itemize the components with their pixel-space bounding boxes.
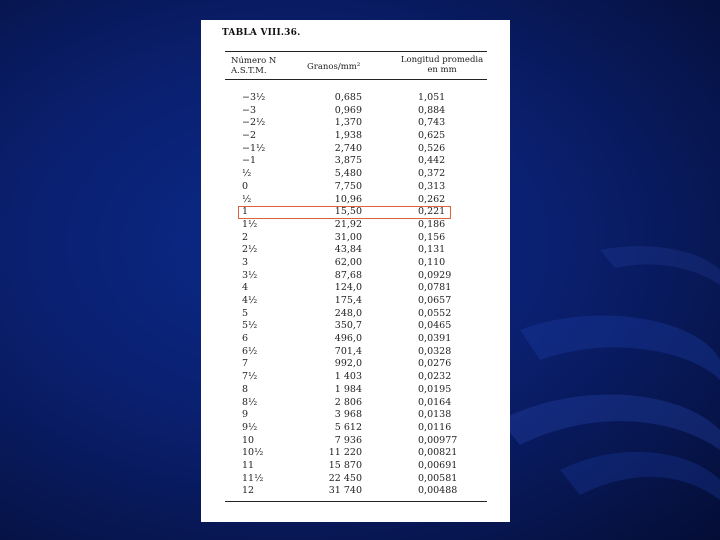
cell-numero-astm: ½ (242, 193, 252, 205)
table-row (201, 105, 510, 118)
cell-granos: 3 968 (334, 409, 362, 421)
cell-longitud: 0,884 (418, 104, 446, 116)
table-row (201, 409, 510, 422)
cell-numero-astm: 10½ (242, 447, 264, 459)
cell-numero-astm: 5 (242, 307, 249, 319)
cell-longitud: 0,526 (418, 142, 446, 154)
cell-numero-astm: ½ (242, 168, 252, 180)
table-row (201, 194, 510, 207)
cell-numero-astm: 6 (242, 333, 249, 345)
table-row (201, 282, 510, 295)
cell-numero-astm: 6½ (242, 345, 258, 357)
cell-granos: 31 740 (328, 485, 362, 497)
header-longitud-line1: Longitud promedia (400, 55, 484, 65)
cell-numero-astm: 7½ (242, 371, 258, 383)
table-row (201, 308, 510, 321)
cell-longitud: 0,313 (418, 180, 446, 192)
cell-longitud: 0,0465 (418, 320, 452, 332)
cell-longitud: 0,0164 (418, 396, 452, 408)
cell-longitud: 0,625 (418, 130, 446, 142)
table-row (201, 168, 510, 181)
cell-longitud: 0,442 (418, 155, 446, 167)
header-numero-line1: Número N (231, 56, 277, 66)
table-title: TABLA VIII.36. (222, 28, 301, 38)
cell-granos: 7,750 (334, 180, 362, 192)
cell-longitud: 0,0195 (418, 383, 452, 395)
cell-numero-astm: 0 (242, 180, 249, 192)
cell-longitud: 0,0781 (418, 282, 452, 294)
cell-granos: 22 450 (328, 472, 362, 484)
cell-longitud: 0,156 (418, 231, 446, 243)
cell-granos: 7 936 (334, 434, 362, 446)
table-row (201, 333, 510, 346)
cell-granos: 350,7 (334, 320, 362, 332)
cell-numero-astm: 8 (242, 383, 249, 395)
header-numero-astm (231, 56, 276, 76)
cell-granos: 43,84 (334, 244, 362, 256)
cell-granos: 10,96 (334, 193, 362, 205)
cell-longitud: 0,00821 (418, 447, 458, 459)
cell-numero-astm: 3 (242, 256, 249, 268)
table-bottom-rule (225, 501, 487, 502)
table-row (201, 473, 510, 486)
table-row (201, 244, 510, 257)
cell-longitud: 0,0552 (418, 307, 452, 319)
cell-longitud: 0,743 (418, 117, 446, 129)
cell-granos: 5,480 (334, 168, 362, 180)
cell-numero-astm: 2 (242, 231, 249, 243)
cell-longitud: 0,0929 (418, 269, 452, 281)
table-row (201, 181, 510, 194)
cell-granos: 2,740 (334, 142, 362, 154)
cell-numero-astm: 9½ (242, 421, 258, 433)
cell-granos: 3,875 (334, 155, 362, 167)
cell-numero-astm: 12 (242, 485, 255, 497)
cell-longitud: 0,0657 (418, 295, 452, 306)
cell-granos: 5 612 (334, 421, 362, 433)
cell-numero-astm: −2 (242, 130, 257, 142)
table-row (201, 232, 510, 245)
cell-numero-astm: 3½ (242, 269, 258, 281)
cell-numero-astm: 1 (242, 206, 249, 218)
cell-granos: 1,370 (334, 117, 362, 129)
cell-granos: 1,938 (334, 130, 362, 142)
cell-numero-astm: 1½ (242, 218, 258, 230)
cell-longitud: 0,186 (418, 218, 446, 230)
table-row (201, 270, 510, 283)
cell-longitud: 0,0116 (418, 421, 452, 433)
table-row (201, 447, 510, 460)
table-row (201, 384, 510, 397)
cell-longitud: 0,110 (418, 256, 446, 268)
cell-longitud: 0,00977 (418, 434, 458, 446)
cell-granos: 175,4 (334, 295, 362, 306)
cell-longitud: 0,0138 (418, 409, 452, 421)
header-longitud-line2: en mm (427, 65, 457, 75)
highlighted-row-box (238, 206, 451, 220)
table-page (201, 20, 510, 522)
cell-granos: 701,4 (334, 345, 362, 357)
cell-numero-astm: −1 (242, 155, 257, 167)
cell-numero-astm: −2½ (242, 117, 266, 129)
cell-longitud: 0,0391 (418, 333, 452, 345)
table-row (201, 460, 510, 473)
cell-granos: 31,00 (334, 231, 362, 243)
cell-numero-astm: 9 (242, 409, 249, 421)
cell-numero-astm: 2½ (242, 244, 258, 256)
cell-numero-astm: 4½ (242, 295, 258, 306)
cell-numero-astm: 11½ (242, 472, 264, 484)
cell-longitud: 0,372 (418, 168, 446, 180)
table-row (201, 397, 510, 410)
table-row (201, 92, 510, 105)
cell-numero-astm: −3½ (242, 92, 266, 103)
table-row (201, 485, 510, 498)
table-row (201, 346, 510, 359)
header-numero-line2: A.S.T.M. (231, 66, 267, 76)
header-bottom-rule (225, 79, 487, 80)
cell-numero-astm: −1½ (242, 142, 266, 154)
cell-granos: 15,50 (334, 206, 362, 218)
table-row (201, 371, 510, 384)
cell-granos: 1 403 (334, 371, 362, 383)
table-row (201, 219, 510, 232)
cell-granos: 2 806 (334, 396, 362, 408)
cell-granos: 0,685 (334, 92, 362, 103)
cell-longitud: 0,131 (418, 244, 446, 256)
cell-granos: 1 984 (334, 383, 362, 395)
cell-granos: 15 870 (328, 459, 362, 471)
cell-longitud: 0,262 (418, 193, 446, 205)
header-longitud (397, 55, 487, 75)
cell-granos: 62,00 (334, 256, 362, 268)
cell-granos: 124,0 (334, 282, 362, 294)
cell-granos: 11 220 (328, 447, 362, 459)
table-row (201, 130, 510, 143)
table-row (201, 422, 510, 435)
cell-numero-astm: 4 (242, 282, 249, 294)
cell-longitud: 0,0232 (418, 371, 452, 383)
cell-granos: 248,0 (334, 307, 362, 319)
cell-granos: 0,969 (334, 104, 362, 116)
cell-granos: 21,92 (334, 218, 362, 230)
cell-numero-astm: 11 (242, 459, 255, 471)
cell-numero-astm: 10 (242, 434, 255, 446)
cell-longitud: 0,00691 (418, 459, 458, 471)
cell-granos: 496,0 (334, 333, 362, 345)
table-row (201, 320, 510, 333)
cell-numero-astm: 7 (242, 358, 249, 370)
table-row (201, 155, 510, 168)
table-row (201, 358, 510, 371)
cell-longitud: 0,0328 (418, 345, 452, 357)
table-body (201, 92, 510, 498)
header-top-rule (225, 51, 487, 52)
cell-numero-astm: −3 (242, 104, 257, 116)
cell-numero-astm: 8½ (242, 396, 258, 408)
table-row (201, 435, 510, 448)
cell-granos: 992,0 (334, 358, 362, 370)
cell-longitud: 0,221 (418, 206, 446, 218)
cell-numero-astm: 5½ (242, 320, 258, 332)
header-granos: Granos/mm² (307, 62, 361, 72)
table-row (201, 143, 510, 156)
cell-granos: 87,68 (334, 269, 362, 281)
cell-longitud: 1,051 (418, 92, 446, 103)
cell-longitud: 0,00581 (418, 472, 458, 484)
table-row (201, 257, 510, 270)
cell-longitud: 0,00488 (418, 485, 458, 497)
table-row (201, 295, 510, 308)
table-row (201, 117, 510, 130)
cell-longitud: 0,0276 (418, 358, 452, 370)
